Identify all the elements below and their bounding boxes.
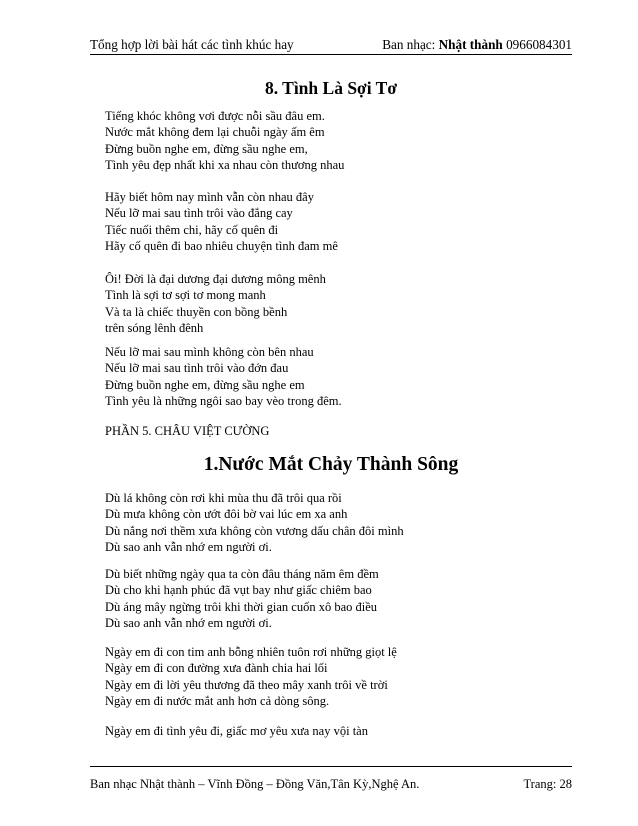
lyric-line: Dù cho khi hạnh phúc đã vụt bay như giấc chiêm bao bbox=[105, 583, 372, 598]
footer-address: Ban nhạc Nhật thành – Vĩnh Đồng – Đồng Văn,Tân Kỳ,Nghệ An. bbox=[90, 777, 420, 791]
lyric-line: Tiếc nuối thêm chi, hãy cố quên đi bbox=[105, 222, 279, 237]
lyric-line: Dù áng mây ngừng trôi khi thời gian cuốn xô bao điều bbox=[105, 599, 378, 614]
lyric-line: Ngày em đi nước mắt anh hơn cả dòng sông. bbox=[105, 693, 330, 708]
lyric-line: Đừng buồn nghe em, đừng sầu nghe em, bbox=[105, 141, 308, 156]
lyric-line: Nếu lỡ mai sau tình trôi vào đớn đau bbox=[105, 361, 289, 376]
lyric-line: Ôi! Đời là đại dương đại dương mông mênh bbox=[105, 272, 326, 286]
lyric-line: Và ta là chiếc thuyền con bồng bềnh bbox=[105, 304, 288, 319]
lyric-line: Ngày em đi con tim anh bỗng nhiên tuôn rơi những giọt lệ bbox=[105, 645, 397, 659]
lyric-line: Dù sao anh vẫn nhớ em người ơi. bbox=[105, 615, 272, 630]
lyric-line: Dù mưa không còn ướt đôi bờ vai lúc em xa anh bbox=[105, 507, 348, 522]
lyric-line: trên sóng lênh đênh bbox=[105, 320, 204, 335]
song-stanza bbox=[105, 344, 342, 409]
lyric-line: Tiếng khóc không vơi được nỗi sầu đâu em. bbox=[105, 109, 325, 123]
lyric-line: Dù biết những ngày qua ta còn đâu tháng năm êm đềm bbox=[105, 567, 379, 581]
lyric-line: Nước mắt không đem lại chuỗi ngày ấm êm bbox=[105, 125, 325, 140]
header-phone: 0966084301 bbox=[502, 37, 572, 52]
page-number: Trang: 28 bbox=[523, 777, 572, 791]
page-footer bbox=[90, 766, 572, 791]
song-stanza bbox=[105, 644, 397, 709]
lyric-line: Dù lá không còn rơi khi mùa thu đã trôi qua rồi bbox=[105, 491, 342, 505]
header-band-name: Nhật thành bbox=[438, 37, 503, 52]
lyric-line: Hãy cố quên đi bao nhiêu chuyện tình đam mê bbox=[105, 238, 338, 253]
lyric-line: Tình yêu đẹp nhất khi xa nhau còn thương nhau bbox=[105, 157, 345, 172]
section-heading: PHẦN 5. CHÂU VIỆT CƯỜNG bbox=[105, 424, 270, 438]
lyric-line: Ngày em đi lời yêu thương đã theo mây xanh trôi về trời bbox=[105, 677, 388, 692]
song-stanza bbox=[105, 189, 338, 254]
lyric-line: Dù nắng nơi thềm xưa không còn vương dấu chân đôi mình bbox=[105, 523, 404, 538]
song-stanza bbox=[105, 723, 368, 739]
song-stanza bbox=[105, 271, 326, 336]
lyric-line: Nếu lỡ mai sau mình không còn bên nhau bbox=[105, 345, 314, 359]
song-stanza bbox=[105, 566, 379, 631]
header-band-info bbox=[382, 36, 572, 54]
song-title: 8. Tình Là Sợi Tơ bbox=[264, 78, 398, 98]
lyric-line: Nếu lỡ mai sau tình trôi vào đắng cay bbox=[105, 206, 293, 221]
lyric-line: Tình yêu là những ngôi sao bay vèo trong đêm. bbox=[105, 393, 342, 408]
lyric-line: Dù sao anh vẫn nhớ em người ơi. bbox=[105, 539, 272, 554]
lyric-line: Hãy biết hôm nay mình vẫn còn nhau đây bbox=[105, 190, 314, 204]
header-title: Tổng hợp lời bài hát các tình khúc hay bbox=[90, 37, 294, 52]
header-band-label: Ban nhạc: bbox=[382, 37, 439, 52]
lyric-line: Tình là sợi tơ sợi tơ mong manh bbox=[105, 288, 266, 303]
lyric-line: Ngày em đi con đường xưa đành chia hai lối bbox=[105, 661, 328, 676]
song-stanza bbox=[105, 490, 404, 555]
lyric-line: Đừng buồn nghe em, đừng sầu nghe em bbox=[105, 377, 305, 392]
lyric-line: Ngày em đi tình yêu đi, giấc mơ yêu xưa nay vội tàn bbox=[105, 724, 368, 738]
song-title: 1.Nước Mắt Chảy Thành Sông bbox=[203, 454, 459, 475]
song-stanza bbox=[105, 108, 344, 173]
page-header bbox=[90, 36, 572, 55]
